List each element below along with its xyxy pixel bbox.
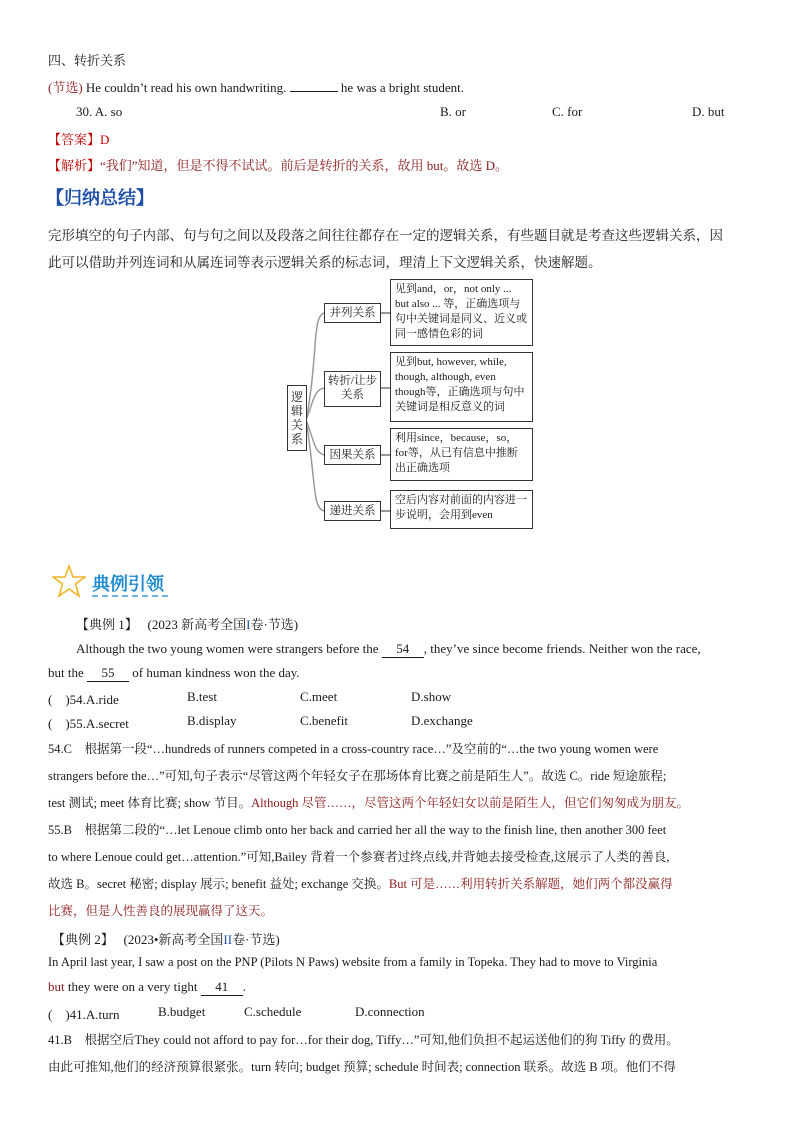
q55-d: D.exchange — [411, 713, 473, 728]
example2-header — [52, 929, 280, 948]
section-title: 四、转折关系 — [48, 53, 127, 68]
exp55-line4: 比赛，但是人性善良的展现赢得了这天。 — [48, 904, 274, 918]
exp-highlight: Although 尽管……，尽管这两个年轻妇女以前是陌生人，但它们匆匆成为朋友。 — [251, 796, 689, 810]
q54-a: ( )54.A.ride — [48, 692, 119, 707]
answer-value: D — [100, 132, 110, 147]
diagram-root: 逻辑关系 — [287, 385, 307, 451]
q54-d: D.show — [411, 689, 452, 704]
passage-highlight: but — [48, 979, 65, 994]
question-pre: He couldn’t read his own handwriting. — [85, 80, 287, 95]
examples-heading: 典例引领 — [92, 574, 164, 594]
branch-desc-contrast: 见到but, however, while, though, although, even though等，正确选项与句中关键词是相反意义的词 — [390, 352, 533, 422]
example2-label: 【典例 2】 — [52, 932, 114, 947]
analysis-label: 【解析】 — [48, 158, 101, 173]
example2-source-post: 卷·节选) — [232, 932, 280, 947]
exp54-line2: strangers before the…”可知,句子表示“尽管这两个年轻女子在那场体育比赛之前是陌生人”。故选 C。ride 短途旅程; — [48, 769, 667, 783]
q54-b: B.test — [187, 689, 217, 704]
exp41-line2: 由此可推知,他们的经济预算很紧张。turn 转向; budget 预算; schedule 时间表; connection 联系。故选 B 项。他们不得 — [48, 1060, 676, 1074]
logic-relationship-diagram — [0, 0, 794, 540]
example2-source-num: II — [223, 932, 233, 947]
branch-label-coordinate: 并列关系 — [324, 303, 381, 323]
summary-line-2: 此可以借助并列连词和从属连词等表示逻辑关系的标志词，理清上下文逻辑关系，快速解题。 — [48, 255, 602, 270]
star-icon — [52, 564, 86, 602]
exp41-line1: 41.B 根据空后They could not afford to pay for…for their dog, Tiffy…”可知,他们负担不起运送他们的狗 Tiffy 的费用。 — [48, 1033, 679, 1047]
option-a: 30. A. so — [76, 104, 123, 119]
example1-header — [76, 614, 298, 633]
branch-label-contrast: 转折/让步关系 — [324, 371, 381, 407]
exp55-line3 — [48, 874, 673, 892]
analysis-text: “我们”知道，但是不得不试试。前后是转折的关系，故用 but。故选 D。 — [100, 158, 509, 173]
passage-text: they were on a very tight — [64, 979, 198, 994]
q55-b: B.display — [187, 713, 237, 728]
option-c: C. for — [552, 104, 583, 119]
excerpt-tag: (节选) — [48, 80, 83, 95]
branch-desc-coordinate: 见到and，or，not only ... but also ... 等，正确选项与句中关键词是同义、近义或同一感情色彩的词 — [390, 279, 533, 346]
q41-d: D.connection — [355, 1004, 425, 1019]
branch-desc-progression: 空后内容对前面的内容进一步说明，会用到even — [390, 490, 533, 529]
example1-source-num: I — [246, 617, 251, 632]
blank-54: 54 — [382, 641, 424, 658]
example1-passage-line2 — [48, 665, 300, 682]
option-d: D. but — [692, 104, 725, 119]
passage-text: Although the two young women were strangers before the — [76, 641, 379, 656]
q55-c: C.benefit — [300, 713, 349, 728]
passage-text: but the — [48, 665, 84, 680]
example2-source-pre: (2023•新高考全国 — [123, 932, 224, 947]
example1-label: 【典例 1】 — [76, 617, 138, 632]
example1-source-pre: (2023 新高考全国 — [147, 617, 247, 632]
heading-underline — [92, 595, 168, 597]
summary-heading: 【归纳总结】 — [46, 188, 154, 208]
exp-highlight: But 可是……利用转折关系解题，她们两个都没赢得 — [388, 877, 673, 891]
exp-text: test 测试; meet 体育比赛; show 节目。 — [48, 796, 252, 810]
example2-passage-line2: but they were on a very tight 41 . — [48, 979, 246, 994]
branch-label-cause: 因果关系 — [324, 445, 381, 465]
branch-label-progression: 递进关系 — [324, 501, 381, 521]
example1-passage-line1 — [76, 641, 701, 658]
passage-text: , they’ve since become friends. Neither won the race, — [423, 641, 701, 656]
q55-a: ( )55.A.secret — [48, 716, 129, 731]
example1-source-post: 卷·节选) — [250, 617, 299, 632]
exp-text: 故选 B。secret 秘密; display 展示; benefit 益处; exchange 交换。 — [48, 877, 389, 891]
example2-passage-line1: In April last year, I saw a post on the PNP (Pilots N Paws) website from a family in Topeka. They had to move to Virginia — [48, 955, 658, 969]
q41-a: ( )41.A.turn — [48, 1007, 120, 1022]
exp54-line1: 54.C 根据第一段“…hundreds of runners competed in a cross-country race…”及空前的“…the two young women were — [48, 742, 659, 756]
q54-c: C.meet — [300, 689, 338, 704]
passage-text: of human kindness won the day. — [132, 665, 300, 680]
blank-55: 55 — [87, 665, 129, 682]
answer-label: 【答案】 — [48, 132, 101, 147]
branch-desc-cause: 利用since，because，so，for等，从已有信息中推断出正确选项 — [390, 428, 533, 481]
q41-c: C.schedule — [244, 1004, 302, 1019]
exp55-line1: 55.B 根据第二段的“…let Lenoue climb onto her back and carried her all the way to the finish line, then another 300 feet — [48, 823, 667, 837]
blank-41: 41 — [201, 979, 243, 996]
option-b: B. or — [440, 104, 466, 119]
exp54-line3 — [48, 793, 689, 811]
question-post: he was a bright student. — [340, 80, 465, 95]
q41-b: B.budget — [158, 1004, 206, 1019]
exp55-line2: to where Lenoue could get…attention.”可知,Bailey 背着一个参赛者过终点线,并背她去接受检查,这展示了人类的善良, — [48, 850, 670, 864]
summary-line-1: 完形填空的句子内部、句与句之间以及段落之间往往都存在一定的逻辑关系，有些题目就是考查这些逻辑关系，因 — [48, 228, 723, 243]
